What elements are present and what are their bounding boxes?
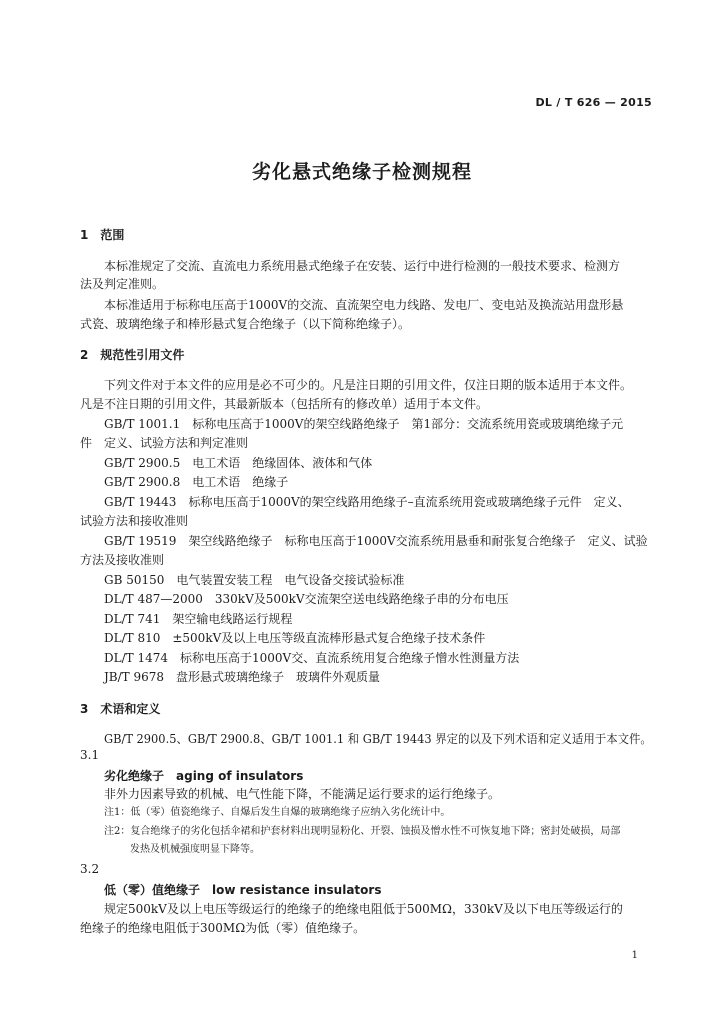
reference-item: 方法及接收准则 [80, 553, 165, 567]
term-number: 3.2 [80, 862, 100, 876]
reference-item: 件 定义、试验方法和判定准则 [80, 436, 249, 450]
paragraph-line: 法及判定准则。 [80, 277, 165, 291]
section-heading-terms: 3 术语和定义 [80, 702, 161, 716]
section-heading-scope: 1 范围 [80, 228, 125, 242]
term-definition: 非外力因素导致的机械、电气性能下降，不能满足运行要求的运行绝缘子。 [104, 787, 501, 801]
paragraph-line: 式瓷、玻璃绝缘子和棒形悬式复合绝缘子（以下简称绝缘子）。 [80, 317, 411, 331]
term-definition: 绝缘子的绝缘电阻低于300MΩ为低（零）值绝缘子。 [80, 921, 366, 935]
page-number: 1 [631, 950, 638, 961]
paragraph-line: 本标准适用于标称电压高于1000V的交流、直流架空电力线路、发电厂、变电站及换流站用盘形悬 [104, 298, 624, 312]
reference-item: DL/T 487—2000 330kV及500kV交流架空送电线路绝缘子串的分布电压 [104, 592, 509, 606]
term-definition: 规定500kV及以上电压等级运行的绝缘子的绝缘电阻低于500MΩ，330kV及以下电压等级运行的 [104, 902, 623, 916]
note-line: 发热及机械强度明显下降等。 [130, 844, 260, 855]
term-title: 低（零）值绝缘子 low resistance insulators [104, 883, 382, 897]
term-number: 3.1 [80, 748, 100, 762]
section-heading-references: 2 规范性引用文件 [80, 348, 185, 362]
document-title: 劣化悬式绝缘子检测规程 [251, 161, 472, 183]
standard-code: DL / T 626 — 2015 [535, 96, 652, 109]
reference-item: DL/T 1474 标称电压高于1000V交、直流系统用复合绝缘子憎水性测量方法 [104, 651, 520, 665]
note-line: 注2：复合绝缘子的劣化包括伞裙和护套材料出现明显粉化、开裂、蚀损及憎水性不可恢复地下降；密封处破损，局部 [104, 826, 621, 837]
reference-item: DL/T 810 ±500kV及以上电压等级直流棒形悬式复合绝缘子技术条件 [104, 631, 486, 645]
reference-item: DL/T 741 架空输电线路运行规程 [104, 612, 293, 626]
reference-item: GB/T 2900.8 电工术语 绝缘子 [104, 475, 289, 489]
paragraph-line: 凡是不注日期的引用文件，其最新版本（包括所有的修改单）适用于本文件。 [80, 397, 489, 411]
note-line: 注1：低（零）值瓷绝缘子、自爆后发生自爆的玻璃绝缘子应纳入劣化统计中。 [104, 807, 451, 818]
term-title: 劣化绝缘子 aging of insulators [104, 769, 304, 783]
reference-item: GB/T 19443 标称电压高于1000V的架空线路用绝缘子–直流系统用瓷或玻璃绝缘子元件 定义、 [104, 495, 630, 509]
paragraph-line: GB/T 2900.5、GB/T 2900.8、GB/T 1001.1 和 GB/T 19443 界定的以及下列术语和定义适用于本文件。 [104, 732, 652, 746]
reference-item: GB/T 2900.5 电工术语 绝缘固体、液体和气体 [104, 456, 373, 470]
reference-item: GB 50150 电气装置安装工程 电气设备交接试验标准 [104, 573, 405, 587]
reference-item: GB/T 1001.1 标称电压高于1000V的架空线路绝缘子 第1部分：交流系统用瓷或玻璃绝缘子元 [104, 417, 624, 431]
reference-item: 试验方法和接收准则 [80, 514, 189, 528]
reference-item: JB/T 9678 盘形悬式玻璃绝缘子 玻璃件外观质量 [104, 670, 381, 684]
paragraph-line: 本标准规定了交流、直流电力系统用悬式绝缘子在安装、运行中进行检测的一般技术要求、检测方 [104, 259, 621, 273]
paragraph-line: 下列文件对于本文件的应用是必不可少的。凡是注日期的引用文件，仅注日期的版本适用于本文件。 [104, 378, 633, 392]
reference-item: GB/T 19519 架空线路绝缘子 标称电压高于1000V交流系统用悬垂和耐张复合绝缘子 定义、试验 [104, 534, 648, 548]
